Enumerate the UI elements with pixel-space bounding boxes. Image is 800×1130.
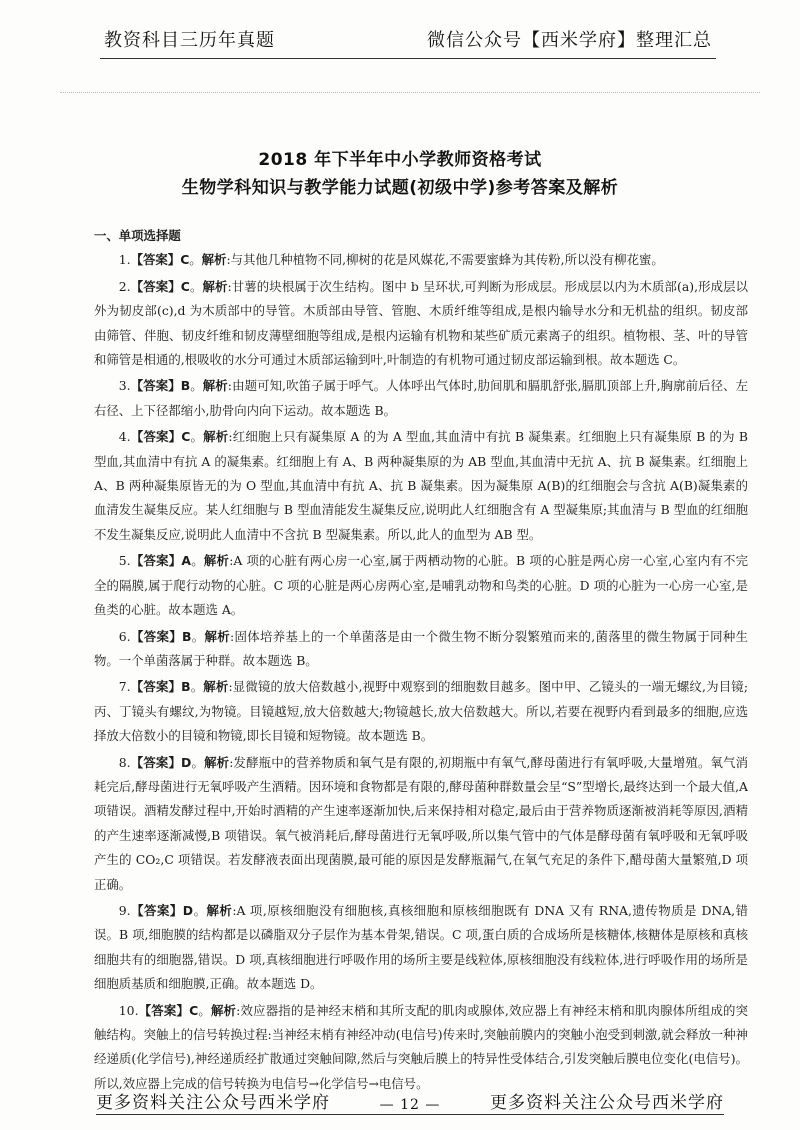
analysis-text: 固体培养基上的一个单菌落是由一个微生物不断分裂繁殖而来的,菌落里的微生物属于同种生物。一个单菌落属于种群。故本题选 B。 xyxy=(94,628,749,668)
separator: : xyxy=(228,679,233,695)
footer-right-text: 更多资料关注公众号西米学府 xyxy=(490,1093,724,1113)
separator: 。 xyxy=(198,1002,211,1018)
answer-label: 【答案】 xyxy=(138,1002,190,1018)
answer-item xyxy=(94,999,748,1097)
separator: : xyxy=(229,553,234,569)
separator: 。 xyxy=(190,679,204,695)
header-rule xyxy=(100,58,716,59)
separator: 。 xyxy=(191,553,204,569)
document-title-line2: 生物学科知识与教学能力试题(初级中学)参考答案及解析 xyxy=(181,178,619,198)
answer-choice: C xyxy=(180,278,190,294)
question-number: 9. xyxy=(118,902,131,918)
answer-choice: D xyxy=(182,902,194,918)
page-header xyxy=(104,26,712,52)
question-number: 8. xyxy=(118,754,131,770)
answer-choice: C xyxy=(189,1002,199,1018)
answer-item xyxy=(94,751,748,897)
separator: : xyxy=(227,278,232,294)
answer-label: 【答案】 xyxy=(130,679,182,695)
analysis-text: 与其他几种植物不同,柳树的花是风媒花,不需要蜜蜂为其传粉,所以没有柳花蜜。 xyxy=(230,252,664,268)
answer-item xyxy=(94,549,748,622)
separator: 。 xyxy=(189,278,203,294)
answer-item xyxy=(94,675,748,748)
separator: 。 xyxy=(193,902,207,918)
separator: 。 xyxy=(191,628,205,644)
separator: : xyxy=(229,628,235,644)
analysis-label: 解析 xyxy=(203,553,230,569)
analysis-text: 发酵瓶中的营养物质和氧气是有限的,初期瓶中有氧气,酵母菌进行有氧呼吸,大量增殖。氧气消耗完后,酵母菌进行无氧呼吸产生酒精。因环境和食物都是有限的,酵母菌种群数量会呈“S”型增长,最终达到一个最大值,A 项错误。酒精发酵过程中,开始时酒精的产生速率逐渐加快,后来保持相对稳定,最后由于营养物质逐渐被消耗等原因,酒精的产生速率逐渐减慢,B 项错误。氧气被消耗后,酵母菌进行无氧呼吸,所以集气管中的气体是酵母菌有氧呼吸和无氧呼吸产生的 CO₂,C 项错误。若发酵液表面出现菌膜,最可能的原因是发酵瓶漏气,在氧气充足的条件下,醋母菌大量繁殖,D 项正确。 xyxy=(94,754,749,892)
analysis-text: A 项,原核细胞没有细胞核,真核细胞和原核细胞既有 DNA 又有 RNA,遗传物质是 DNA,错误。B 项,细胞膜的结构都是以磷脂双分子层作为基本骨架,错误。C 项,蛋白质的合成场所是核糖体,核糖体是原核和真核细胞共有的细胞器,错误。D 项,真核细胞进行呼吸作用的场所主要是线粒体,原核细胞没有线粒体,进行呼吸作用的场所是细胞质基质和细胞膜,正确。故本题选 D。 xyxy=(94,902,749,992)
header-left-text: 教资科目三历年真题 xyxy=(104,30,275,51)
analysis-text: A 项的心脏有两心房一心室,属于两栖动物的心脏。B 项的心脏是两心房一心室,心室内有不完全的隔膜,属于爬行动物的心脏。C 项的心脏是两心房两心室,是哺乳动物和鸟类的心脏。D 项的心脏为一心房一心室,是鱼类的心脏。故本题选 A。 xyxy=(94,553,749,618)
page-number: — 12 — xyxy=(379,1097,441,1113)
answer-label: 【答案】 xyxy=(130,378,181,394)
answer-choice: B xyxy=(181,679,191,695)
answer-label: 【答案】 xyxy=(130,553,182,569)
analysis-text: 效应器指的是神经末梢和其所支配的肌肉或腺体,效应器上有神经末梢和肌肉腺体所组成的突触结构。突触上的信号转换过程:当神经末梢有神经冲动(电信号)传来时,突触前膜内的突触小泡受到刺激,就会释放一种神经递质(化学信号),神经递质经扩散通过突触间隙,然后与突触后膜上的特异性受体结合,引发突触后膜电位变化(电信号)。所以,效应器上完成的信号转换为电信号→化学信号→电信号。 xyxy=(94,1002,749,1091)
answer-item xyxy=(94,625,748,674)
question-number: 5. xyxy=(118,553,131,569)
question-number: 1. xyxy=(118,252,131,268)
separator: : xyxy=(232,902,237,918)
answer-item xyxy=(94,275,748,373)
analysis-label: 解析 xyxy=(203,429,229,445)
answer-item xyxy=(94,899,748,997)
answer-choice: C xyxy=(180,252,190,268)
section-heading: 一、单项选择题 xyxy=(94,228,181,243)
question-list xyxy=(94,248,748,1096)
separator: 。 xyxy=(189,252,202,268)
footer-rule xyxy=(96,1114,724,1115)
answer-choice: B xyxy=(181,628,192,644)
analysis-label: 解析 xyxy=(210,1002,237,1018)
answer-item xyxy=(94,374,748,423)
answer-item xyxy=(94,248,748,272)
separator: : xyxy=(228,429,233,445)
header-right-text: 微信公众号【西米学府】整理汇总 xyxy=(427,30,712,51)
separator: 。 xyxy=(190,429,204,445)
header-dotted-rule xyxy=(60,92,760,93)
analysis-text: 红细胞上只有凝集原 A 的为 A 型血,其血清中有抗 B 凝集素。红细胞上只有凝集原 B 的为 B 型血,其血清中有抗 A 的凝集素。红细胞上有 A、B 两种凝集原的为 AB 型血,其血清中无抗 A、抗 B 凝集素。红细胞上 A、B 两种凝集原皆无的为 O 型血,其血清中有抗 A、抗 B 凝集素。因为凝集原 A(B)的红细胞会与含抗 A(B)凝集素的血清发生凝集反应。某人红细胞与 B 型血清能发生凝集反应,说明此人红细胞含有 A 型凝集原;其血清与 B 型血的红细胞不发生凝集反应,说明此人血清中不含抗 B 型凝集素。所以,此人的血型为 AB 型。 xyxy=(94,429,749,542)
question-number: 3. xyxy=(118,378,131,394)
analysis-label: 解析 xyxy=(201,252,227,268)
answer-label: 【答案】 xyxy=(130,429,182,445)
separator: : xyxy=(229,754,234,770)
answer-choice: B xyxy=(180,378,191,394)
question-number: 7. xyxy=(118,679,131,695)
question-number: 2. xyxy=(118,278,131,294)
analysis-label: 解析 xyxy=(204,754,230,770)
answer-label: 【答案】 xyxy=(130,902,183,918)
analysis-label: 解析 xyxy=(203,679,229,695)
document-title-line1: 2018 年下半年中小学教师资格考试 xyxy=(258,150,542,170)
separator: 。 xyxy=(191,754,205,770)
document-body xyxy=(94,224,748,1098)
answer-choice: A xyxy=(181,553,192,569)
analysis-label: 解析 xyxy=(206,902,233,918)
question-number: 4. xyxy=(118,429,131,445)
answer-choice: D xyxy=(181,754,192,770)
separator: : xyxy=(236,1002,241,1018)
answer-label: 【答案】 xyxy=(130,278,181,294)
analysis-label: 解析 xyxy=(204,628,230,644)
analysis-text: 显微镜的放大倍数越小,视野中观察到的细胞数目越多。图中甲、乙镜头的一端无螺纹,为目镜;丙、丁镜头有螺纹,为物镜。目镜越短,放大倍数越大;物镜越长,放大倍数越大。所以,若要在视野内看到最多的细胞,应选择放大倍数小的目镜和物镜,即长目镜和短物镜。故本题选 B。 xyxy=(94,679,749,744)
separator: : xyxy=(227,378,232,394)
separator: 。 xyxy=(190,378,203,394)
question-number: 6. xyxy=(118,628,131,644)
separator: : xyxy=(226,252,231,268)
analysis-text: 由题可知,吹笛子属于呼气。人体呼出气体时,肋间肌和膈肌舒张,膈肌顶部上升,胸廓前后径、左右径、上下径都缩小,肋骨向内向下运动。故本题选 B。 xyxy=(94,378,749,418)
answer-choice: C xyxy=(181,429,191,445)
analysis-text: 甘薯的块根属于次生结构。图中 b 呈环状,可判断为形成层。形成层以内为木质部(a),形成层以外为韧皮部(c),d 为木质部中的导管。木质部由导管、管胞、木质纤维等组成,是根内输导水分和无机盐的组织。韧皮部由筛管、伴胞、韧皮纤维和韧皮薄壁细胞等组成,是根内运输有机物和某些矿质元素离子的组织。植物根、茎、叶的导管和筛管是相通的,根吸收的水分可通过木质部运输到叶,叶制造的有机物可通过韧皮部运输到根。故本题选 C。 xyxy=(94,278,749,368)
page-footer xyxy=(96,1088,724,1113)
answer-label: 【答案】 xyxy=(130,628,182,644)
analysis-label: 解析 xyxy=(202,278,228,294)
question-number: 10. xyxy=(118,1002,139,1018)
answer-label: 【答案】 xyxy=(130,754,182,770)
footer-left-text: 更多资料关注公众号西米学府 xyxy=(96,1093,330,1113)
answer-label: 【答案】 xyxy=(130,252,181,268)
answer-item xyxy=(94,425,748,547)
analysis-label: 解析 xyxy=(202,378,228,394)
